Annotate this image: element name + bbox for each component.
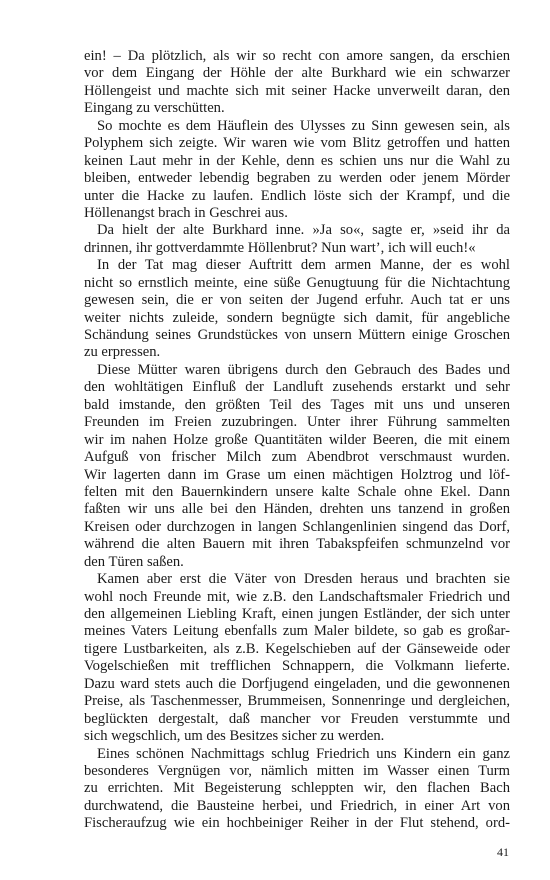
text-line: tigere Lustbarkeiten, als z.B. Kegelschieben auf der Gänseweide oder [84, 640, 510, 657]
paragraph [84, 118, 510, 223]
text-line: Schändung seines Grundstückes von unsern Müttern einige Groschen [84, 327, 510, 343]
paragraph [84, 571, 510, 745]
text-line: den allgemeinen Liebling Kraft, einen jungen Estländer, der sich unter [84, 606, 510, 622]
text-line: gewesen sein, die er von seiten der Jugend erfuhr. Auch tat er uns [84, 292, 510, 309]
text-line: Eines schönen Nachmittags schlug Friedrich uns Kindern ein ganz [97, 745, 510, 762]
text-line: meines Vaters Leitung ebenfalls zum Maler bildete, so gab es großar- [84, 623, 510, 640]
text-line: So mochte es dem Häuflein des Ulysses zu Sinn gewesen sein, als [97, 117, 510, 134]
text-line: Aufguß von frischer Milch zum Abendbrot verschmaust wurden. [84, 449, 510, 466]
text-line: wohl noch Freunde mit, wie z.B. den Landschaftsmaler Friedrich und [84, 588, 510, 605]
text-line: weiter nichts zuleide, sondern begnügte sich damit, für angebliche [84, 309, 510, 326]
text-line: durchwatend, die Bausteine herbei, und Friedrich, in einer Art von [84, 797, 510, 814]
text-line: Kamen aber erst die Väter von Dresden heraus und brachten sie [97, 571, 510, 588]
text-line: bald imstande, den größten Teil des Tages mit uns und unseren [84, 396, 510, 413]
text-line: Höllengeist und machte sich mit seiner Hacke unverweilt daran, den [84, 82, 510, 99]
text-line: wir im nahen Holze große Quantitäten wilder Beeren, die mit einem [84, 431, 510, 448]
text-line: bleiben, entweder lebendig begraben zu werden oder jenem Mörder [84, 170, 510, 187]
text-line: Freunden im Freien zuzubringen. Unter ihrer Führung sammelten [84, 414, 510, 431]
text-line: während die alten Bauern mit ihren Tabakspfeifen schmunzelnd vor [84, 536, 510, 553]
paragraph [84, 222, 510, 257]
text-line: keinen Laut mehr in der Kehle, denn es schien uns nur die Wahl zu [84, 152, 510, 169]
text-line: faßten wir uns alle bei den Händen, drehten uns tanzend in großen [84, 501, 510, 518]
text-line: besonderes Vergnügen vor, nämlich mitten im Wasser einen Turm [84, 762, 510, 779]
page-number: 41 [497, 845, 509, 859]
text-line: unter die Hacke zu laufen. Endlich löste sich der Krampf, und die [84, 187, 510, 204]
text-line: Fischeraufzug wie ein hochbeiniger Reiher in der Flut stehend, ord- [84, 815, 510, 832]
text-line: den Türen saßen. [84, 553, 184, 570]
text-line: zu errichten. Mit Begeisterung schleppten wir, den flachen Bach [84, 780, 510, 797]
text-line: drinnen, ihr gottverdammte Höllenbrut? Nun wart’, ich will euch!« [84, 239, 476, 256]
text-line: vor dem Eingang der Höhle der alte Burkhard wie ein schwarzer [84, 65, 510, 82]
text-line: Eingang zu verschütten. [84, 100, 225, 117]
text-line: ein! – Da plötzlich, als wir so recht con amore sangen, da erschien [84, 48, 510, 64]
text-line: sich wegschlich, um des Besitzes sicher zu werden. [84, 728, 385, 745]
text-line: Wir lagerten dann im Grase um einen mächtigen Holztrog und löf- [84, 466, 510, 483]
paragraph [84, 746, 510, 833]
body-text [84, 48, 510, 833]
text-line: Vogelschießen mit trefflichen Schnappern, die Volkmann lieferte. [84, 658, 510, 675]
text-line: Preise, als Taschenmesser, Brummeisen, Sonnenringe und dergleichen, [84, 693, 510, 710]
text-line: Höllenangst brach in Geschrei aus. [84, 204, 288, 221]
text-line: beglückten dergestalt, daß mancher vor Freuden verstummte und [84, 710, 510, 727]
text-line: Polyphem sich zeigte. Wir waren wie vom Blitz getroffen und hatten [84, 135, 510, 152]
text-line: felten mit den Bauernkindern unsere kalte Schale ohne Ekel. Dann [84, 483, 510, 500]
text-line: Diese Mütter waren übrigens durch den Gebrauch des Bades und [97, 361, 510, 378]
text-line: Kreisen oder durchzogen in langen Schlangenlinien singend das Dorf, [84, 518, 510, 535]
text-line: den wohltätigen Einfluß der Landluft zusehends erstarkt und sehr [84, 379, 510, 396]
paragraph [84, 257, 510, 362]
text-line: zu erpressen. [84, 344, 161, 361]
text-line: nicht so ernstlich meinte, eine süße Genugtuung für die Nichtachtung [84, 274, 510, 291]
text-line: Da hielt der alte Burkhard inne. »Ja so«, sagte er, »seid ihr da [97, 222, 510, 239]
paragraph [84, 48, 510, 118]
paragraph [84, 362, 510, 571]
text-line: In der Tat mag dieser Auftritt dem armen Manne, der es wohl [97, 257, 510, 274]
text-line: Dazu ward stets auch die Dorfjugend eingeladen, und die gewonnenen [84, 675, 510, 692]
